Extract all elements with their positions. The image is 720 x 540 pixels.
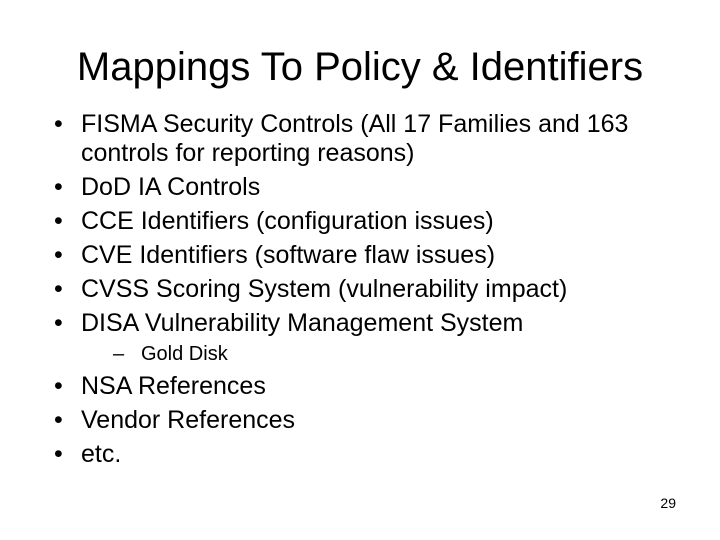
bullet-item-disa bbox=[54, 309, 694, 366]
bullet-icon: • bbox=[54, 110, 63, 138]
bullet-item-fisma bbox=[54, 110, 694, 168]
bullet-item-dod bbox=[54, 173, 694, 202]
bullet-text: NSA References bbox=[81, 372, 266, 400]
bullet-item-etc bbox=[54, 440, 694, 469]
bullet-text: CVE Identifiers (software flaw issues) bbox=[81, 241, 496, 269]
bullet-item-cvss bbox=[54, 275, 694, 304]
dash-icon: – bbox=[113, 343, 125, 365]
bullet-text: FISMA Security Controls (All 17 Families and 163 controls for reporting reasons) bbox=[81, 110, 629, 167]
bullet-text: etc. bbox=[81, 440, 122, 468]
bullet-text: Vendor References bbox=[81, 406, 296, 434]
sub-bullet-text: Gold Disk bbox=[141, 343, 228, 365]
bullet-item-cce bbox=[54, 207, 694, 236]
bullet-icon: • bbox=[54, 207, 63, 235]
bullet-icon: • bbox=[54, 241, 63, 269]
bullet-item-nsa bbox=[54, 372, 694, 401]
bullet-list bbox=[54, 110, 694, 474]
bullet-icon: • bbox=[54, 309, 63, 337]
bullet-item-vendor bbox=[54, 406, 694, 435]
bullet-icon: • bbox=[54, 372, 63, 400]
bullet-icon: • bbox=[54, 275, 63, 303]
slide-title: Mappings To Policy & Identifiers bbox=[76, 45, 644, 89]
bullet-text: DISA Vulnerability Management System bbox=[81, 309, 524, 337]
bullet-icon: • bbox=[54, 173, 63, 201]
page-number: 29 bbox=[660, 495, 676, 511]
bullet-text: CCE Identifiers (configuration issues) bbox=[81, 207, 494, 235]
bullet-icon: • bbox=[54, 440, 63, 468]
sub-bullet-list bbox=[81, 342, 694, 366]
bullet-text: CVSS Scoring System (vulnerability impact) bbox=[81, 275, 568, 303]
bullet-item-cve bbox=[54, 241, 694, 270]
bullet-icon: • bbox=[54, 406, 63, 434]
sub-bullet-item-gold-disk bbox=[113, 342, 694, 366]
bullet-text: DoD IA Controls bbox=[81, 173, 261, 201]
